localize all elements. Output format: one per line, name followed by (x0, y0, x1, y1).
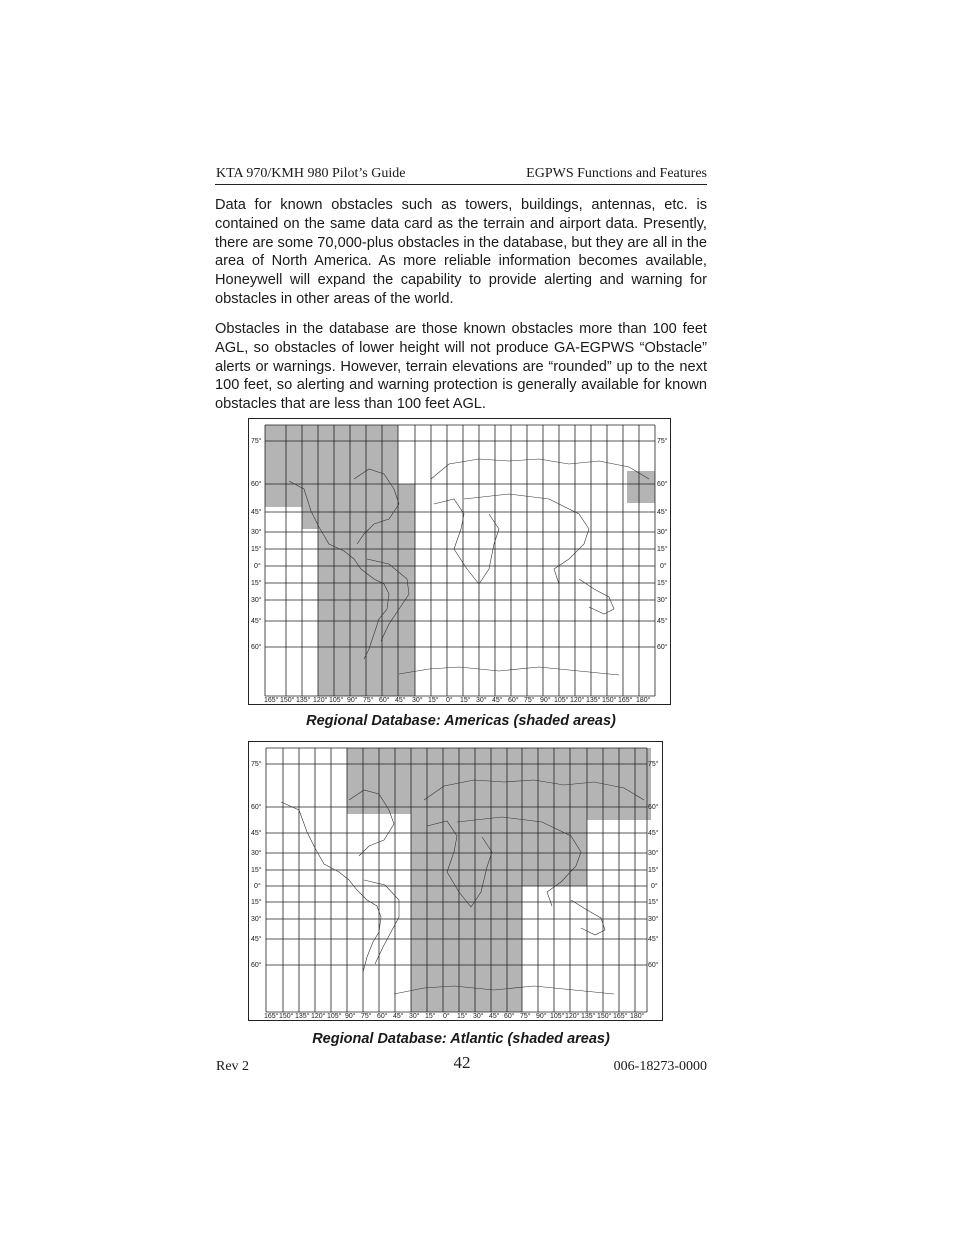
lat-label-right: 30° (648, 916, 659, 923)
atlantic-map-svg (249, 742, 662, 1020)
lon-label: 75° (524, 697, 535, 704)
lat-label-left: 0° (254, 563, 261, 570)
lat-label-left: 45° (251, 936, 262, 943)
lon-label: 60° (508, 697, 519, 704)
lon-label: 15° (425, 1013, 436, 1020)
americas-shaded-regions (265, 425, 655, 696)
lat-label-right: 45° (648, 830, 659, 837)
americas-left-lat-labels (251, 437, 262, 651)
lat-label-left: 0° (254, 883, 261, 890)
lon-label: 105° (554, 697, 569, 704)
lon-label: 135° (296, 697, 311, 704)
lat-label-right: 60° (648, 804, 659, 811)
lat-label-right: 30° (657, 529, 668, 536)
lon-label: 45° (393, 1013, 404, 1020)
lat-label-right: 15° (657, 546, 668, 553)
lat-label-left: 15° (251, 899, 262, 906)
atlantic-lon-labels (264, 1012, 645, 1020)
lon-label: 45° (489, 1013, 500, 1020)
lon-label: 135° (586, 697, 601, 704)
lat-label-left: 15° (251, 546, 262, 553)
lon-label: 30° (412, 697, 423, 704)
lon-label: 90° (536, 1013, 547, 1020)
lat-label-left: 15° (251, 580, 262, 587)
atlantic-database-map (248, 741, 663, 1021)
lat-label-right: 45° (648, 936, 659, 943)
lon-label: 30° (473, 1013, 484, 1020)
lat-label-right: 75° (648, 761, 659, 768)
lon-label: 30° (409, 1013, 420, 1020)
lat-label-left: 15° (251, 867, 262, 874)
lon-label: 120° (565, 1013, 580, 1020)
lat-label-left: 30° (251, 529, 262, 536)
lon-label: 135° (295, 1013, 310, 1020)
lat-label-left: 45° (251, 509, 262, 516)
lon-label: 150° (280, 697, 295, 704)
lon-label: 75° (361, 1013, 372, 1020)
header-rule (215, 184, 707, 185)
lon-label: 120° (311, 1013, 326, 1020)
lon-label: 75° (363, 697, 374, 704)
shaded-region-europe-africa (411, 748, 522, 1012)
lon-label: 45° (395, 697, 406, 704)
lat-label-left: 60° (251, 644, 262, 651)
lon-label: 60° (504, 1013, 515, 1020)
lon-label: 90° (345, 1013, 356, 1020)
lon-label: 150° (279, 1013, 294, 1020)
lon-label: 165° (264, 697, 279, 704)
americas-right-lat-labels (657, 437, 668, 651)
footer-part-number: 006-18273-0000 (613, 1059, 707, 1074)
lat-label-right: 75° (657, 438, 668, 445)
lon-label: 90° (540, 697, 551, 704)
header-guide-title: KTA 970/KMH 980 Pilot’s Guide (216, 166, 406, 181)
lat-label-right: 45° (657, 509, 668, 516)
page-number: 42 (453, 1053, 471, 1072)
lat-label-right: 45° (657, 618, 668, 625)
lon-label: 0° (443, 1013, 450, 1020)
lon-label: 120° (570, 697, 585, 704)
atlantic-map-caption: Regional Database: Atlantic (shaded areas) (312, 1031, 610, 1047)
lat-label-left: 45° (251, 830, 262, 837)
americas-database-map (248, 418, 671, 705)
lat-label-right: 60° (657, 644, 668, 651)
lat-label-left: 30° (251, 850, 262, 857)
lon-label: 180° (636, 697, 651, 704)
shaded-region-east-siberia (627, 471, 655, 503)
americas-lon-labels (264, 696, 651, 704)
shaded-region-south-america (318, 484, 415, 696)
footer-revision: Rev 2 (216, 1059, 250, 1074)
lat-label-right: 30° (657, 597, 668, 604)
lat-label-left: 75° (251, 761, 262, 768)
lon-label: 165° (264, 1013, 279, 1020)
lat-label-right: 0° (660, 563, 667, 570)
lon-label: 15° (428, 697, 439, 704)
lon-label: 0° (446, 697, 453, 704)
lat-label-left: 30° (251, 916, 262, 923)
lon-label: 180° (630, 1013, 645, 1020)
lat-label-left: 30° (251, 597, 262, 604)
lat-label-left: 75° (251, 438, 262, 445)
lat-label-left: 60° (251, 804, 262, 811)
lat-label-right: 15° (648, 867, 659, 874)
lat-label-left: 60° (251, 962, 262, 969)
lat-label-right: 0° (651, 883, 658, 890)
lon-label: 60° (379, 697, 390, 704)
atlantic-shaded-regions (347, 748, 651, 1012)
paragraph-obstacle-height: Obstacles in the database are those known obstacles more than 100 feet AGL, so obstacles of lower height will not produce GA-EGPWS “Obstacle” alerts or warnings. However, terrain elevations are “rounded” up to the next 100 feet, so alerting and warning protection is generally available for known obstacles that are less than 100 feet AGL. (215, 321, 707, 413)
lat-label-left: 45° (251, 618, 262, 625)
atlantic-left-lat-labels (251, 760, 262, 969)
lon-label: 75° (520, 1013, 531, 1020)
lat-label-right: 15° (657, 580, 668, 587)
lon-label: 105° (327, 1013, 342, 1020)
lat-label-right: 60° (648, 962, 659, 969)
lon-label: 120° (313, 697, 328, 704)
lat-label-left: 60° (251, 481, 262, 488)
americas-map-caption: Regional Database: Americas (shaded areas) (306, 713, 616, 729)
lon-label: 150° (602, 697, 617, 704)
lon-label: 15° (460, 697, 471, 704)
lon-label: 90° (347, 697, 358, 704)
lat-label-right: 60° (657, 481, 668, 488)
lon-label: 45° (492, 697, 503, 704)
lon-label: 165° (613, 1013, 628, 1020)
lon-label: 165° (618, 697, 633, 704)
lon-label: 150° (597, 1013, 612, 1020)
lon-label: 60° (377, 1013, 388, 1020)
lon-label: 30° (476, 697, 487, 704)
header-section-title: EGPWS Functions and Features (526, 166, 707, 181)
lon-label: 135° (581, 1013, 596, 1020)
lat-label-right: 30° (648, 850, 659, 857)
paragraph-obstacle-data: Data for known obstacles such as towers, buildings, antennas, etc. is contained on the same data card as the terrain and airport data. Presently, there are some 70,000-plus obstacles in the database, but they are all in the area of North America. As more reliable information becomes available, Honeywell will expand the capability to provide alerting and warning for obstacles in other areas of the world. (215, 197, 707, 307)
americas-map-svg (249, 419, 670, 704)
lon-label: 105° (329, 697, 344, 704)
lon-label: 15° (457, 1013, 468, 1020)
lat-label-right: 15° (648, 899, 659, 906)
lon-label: 105° (550, 1013, 565, 1020)
